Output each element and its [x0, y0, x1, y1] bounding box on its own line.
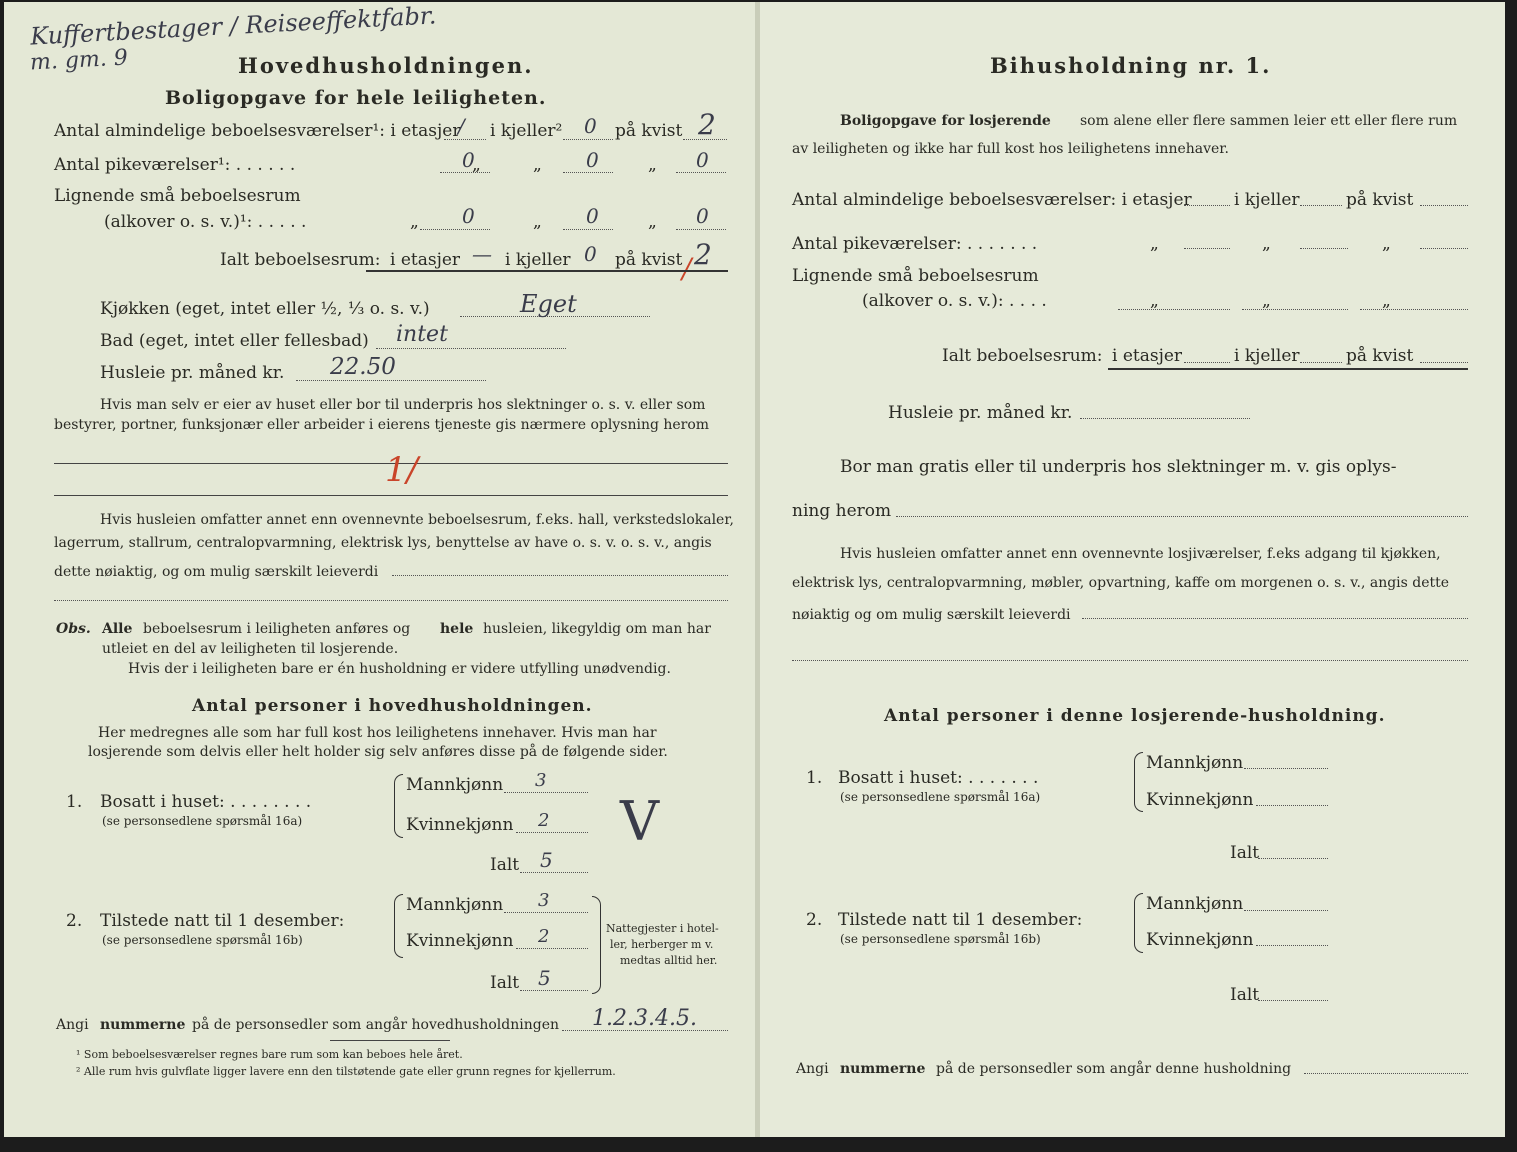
right-row1-kvist-line: [1420, 205, 1468, 206]
obs-line2: utleiet en del av leiligheten til losjerende.: [102, 641, 399, 657]
right-q2-brace: [1134, 893, 1143, 953]
ditto-mark: „: [1382, 234, 1391, 254]
q2-right-brace: [592, 896, 601, 994]
left-row1-kvist-value[interactable]: 2: [698, 108, 716, 141]
right-intro-1: som alene eller flere sammen leier ett eller flere rum: [1080, 113, 1458, 129]
q2-brace: [394, 894, 403, 958]
right-row2-label: Antal pikeværelser: . . . . . . .: [792, 234, 1038, 254]
left-row3-line-1: [420, 229, 490, 230]
left-angi-label-3: på de personsedler som angår hovedhusholdningen: [192, 1017, 559, 1033]
owner-text-line2: bestyrer, portner, funksjonær eller arbeider i eierens tjeneste gis nærmere oplysning herom: [54, 417, 710, 433]
right-row1-kjeller-label: i kjeller: [1234, 190, 1300, 210]
right-free-info-line: [896, 516, 1468, 517]
right-rent-line: [1080, 418, 1250, 419]
q1-total-line: [520, 872, 588, 873]
left-row1-kvist-label: på kvist: [615, 121, 683, 141]
check-mark: V: [620, 790, 659, 853]
q2-total-label: Ialt: [490, 973, 520, 993]
rent-includes-line1: Hvis husleien omfatter annet enn ovennevnte beboelsesrum, f.eks. hall, verkstedslokaler,: [100, 512, 734, 528]
right-q2-number: 2.: [806, 910, 823, 930]
right-ialt-label: Ialt beboelsesrum:: [942, 346, 1103, 366]
handwritten-header-line1: Kuffertbestager / Reiseeffektfabr.: [29, 1, 437, 51]
ditto-mark: „: [1150, 234, 1159, 254]
q1-sub: (se personsedlene spørsmål 16a): [102, 814, 303, 828]
right-row1-kvist-label: på kvist: [1346, 190, 1414, 210]
q2-label: Tilstede natt til 1 desember:: [100, 911, 345, 931]
right-angi-line: [1304, 1073, 1468, 1074]
left-row3-label-1: Lignende små beboelsesrum: [54, 186, 301, 206]
right-q1-total-label: Ialt: [1230, 843, 1260, 863]
q1-male-line: [504, 792, 588, 793]
right-q1-male-label: Mannkjønn: [1146, 753, 1244, 773]
left-angi-label-2: nummerne: [100, 1017, 186, 1033]
right-rent-label: Husleie pr. måned kr.: [888, 403, 1073, 423]
left-row1-etasjer-value[interactable]: /: [458, 114, 465, 138]
left-subtitle: Boligopgave for hele leiligheten.: [165, 87, 547, 109]
persons-text-2: losjerende som delvis eller helt holder sig selv anføres disse på de følgende sider.: [88, 744, 668, 760]
ditto-mark: „: [410, 212, 419, 232]
ditto-mark: „: [648, 155, 657, 175]
left-ialt-kvist-value[interactable]: 2: [694, 238, 712, 271]
ditto-mark: „: [1262, 234, 1271, 254]
left-row1-kjeller-label: i kjeller²: [490, 121, 563, 141]
q1-total-label: Ialt: [490, 855, 520, 875]
ditto-mark: „: [1262, 291, 1271, 311]
q2-male-line: [504, 912, 588, 913]
right-q2-male-line: [1244, 910, 1328, 911]
footnote-2: ² Alle rum hvis gulvflate ligger lavere enn den tilstøtende gate eller grunn regnes for kjellerrum.: [76, 1065, 616, 1078]
right-ialt-kvist-line: [1420, 362, 1468, 363]
left-ialt-etasjer-value[interactable]: —: [472, 242, 492, 266]
obs-text-2: husleien, likegyldig om man har: [483, 621, 711, 637]
left-row2-label: Antal pikeværelser¹: . . . . . .: [54, 155, 296, 175]
q1-total-value[interactable]: 5: [540, 848, 553, 872]
left-row1-kjeller-value[interactable]: 0: [584, 114, 597, 138]
q2-female-label: Kvinnekjønn: [406, 931, 514, 951]
left-angi-label-1: Angi: [56, 1017, 89, 1033]
right-row3-label-1: Lignende små beboelsesrum: [792, 266, 1039, 286]
right-q1-sub: (se personsedlene spørsmål 16a): [840, 790, 1041, 804]
red-check-mark: /: [682, 252, 692, 285]
ditto-mark: „: [1382, 291, 1391, 311]
right-row1-etasjer-line: [1184, 205, 1230, 206]
right-angi-label-1: Angi: [796, 1061, 829, 1077]
left-row1-etasjer-line: [444, 139, 486, 140]
kitchen-label: Kjøkken (eget, intet eller ½, ⅓ o. s. v.): [100, 299, 430, 319]
rent-includes-line-2: [54, 600, 728, 601]
right-free-text-1: Bor man gratis eller til underpris hos slektninger m. v. gis oplys-: [840, 457, 1397, 477]
sub-household-title: Bihusholdning nr. 1.: [990, 53, 1272, 78]
q2-female-line: [516, 948, 588, 949]
ditto-mark: „: [533, 155, 542, 175]
right-includes-line3: nøiaktig og om mulig særskilt leieverdi: [792, 607, 1071, 623]
q2-total-value[interactable]: 5: [538, 966, 551, 990]
q1-female-line: [516, 832, 588, 833]
ditto-mark: „: [648, 212, 657, 232]
obs-text-1: beboelsesrum i leiligheten anføres og: [143, 621, 411, 637]
obs-label: Obs.: [56, 621, 91, 637]
q1-label: Bosatt i huset: . . . . . . . .: [100, 792, 312, 812]
left-row3-value-1[interactable]: 0: [462, 204, 475, 228]
main-household-title: Hovedhusholdningen.: [238, 53, 534, 78]
q1-male-label: Mannkjønn: [406, 775, 504, 795]
left-row3-line-2: [563, 229, 613, 230]
right-ialt-kjeller-label: i kjeller: [1234, 346, 1300, 366]
q2-sub: (se personsedlene spørsmål 16b): [102, 933, 303, 947]
left-row1-kjeller-line: [563, 139, 613, 140]
right-q1-male-line: [1244, 768, 1328, 769]
left-ialt-label: Ialt beboelsesrum:: [220, 250, 381, 270]
right-persons-title: Antal personer i denne losjerende-husholdning.: [884, 706, 1386, 726]
night-guests-note-3: medtas alltid her.: [620, 954, 718, 967]
rent-line: [296, 380, 486, 381]
right-row1-kjeller-line: [1300, 205, 1342, 206]
right-ialt-kjeller-line: [1300, 362, 1342, 363]
ditto-mark: „: [533, 212, 542, 232]
right-q2-female-line: [1256, 945, 1328, 946]
q2-number: 2.: [66, 911, 83, 931]
obs-alle: Alle: [102, 621, 133, 637]
right-ialt-etasjer-line: [1184, 362, 1230, 363]
right-q1-female-line: [1256, 805, 1328, 806]
right-free-text-2: ning herom: [792, 501, 892, 521]
q1-number: 1.: [66, 792, 83, 812]
right-q1-total-line: [1258, 858, 1328, 859]
q2-male-value[interactable]: 3: [538, 890, 550, 911]
bath-line: [376, 348, 566, 349]
persons-title: Antal personer i hovedhusholdningen.: [192, 696, 593, 716]
right-row2-line-1: [1184, 248, 1230, 249]
night-guests-note-1: Nattegjester i hotel-: [606, 922, 719, 935]
rent-includes-value-line: [392, 575, 728, 576]
left-ialt-kvist-label: på kvist: [615, 250, 683, 270]
right-row3-line-2: [1242, 309, 1348, 310]
left-row3-label-2: (alkover o. s. v.)¹: . . . . .: [104, 212, 307, 232]
red-mark-2: 1/: [385, 450, 419, 490]
obs-line3: Hvis der i leiligheten bare er én husholdning er videre utfylling unødvendig.: [128, 661, 671, 677]
kitchen-value[interactable]: Eget: [520, 290, 577, 318]
q1-female-value[interactable]: 2: [538, 810, 550, 831]
q1-brace: [394, 774, 403, 838]
q1-male-value[interactable]: 3: [535, 770, 547, 791]
owner-text-line1: Hvis man selv er eier av huset eller bor til underpris hos slektninger o. s. v. eller som: [100, 397, 706, 413]
right-q2-total-line: [1258, 1000, 1328, 1001]
footnote-divider: [330, 1040, 450, 1041]
bath-label: Bad (eget, intet eller fellesbad): [100, 331, 369, 351]
q2-total-line: [520, 990, 588, 991]
right-row2-line-2: [1300, 248, 1348, 249]
q2-female-value[interactable]: 2: [538, 926, 550, 947]
left-row2-line-1: [440, 172, 490, 173]
owner-info-line-2: [54, 495, 728, 496]
left-row3-line-3: [676, 229, 726, 230]
right-row2-line-3: [1420, 248, 1468, 249]
right-includes-line2: elektrisk lys, centralopvarmning, møbler, opvartning, kaffe om morgenen o. s. v., angis dette: [792, 575, 1450, 591]
rent-label: Husleie pr. måned kr.: [100, 363, 285, 383]
right-row3-label-2: (alkover o. s. v.): . . . .: [862, 291, 1047, 311]
left-angi-value[interactable]: 1.2.3.4.5.: [592, 1006, 697, 1031]
right-q1-label: Bosatt i huset: . . . . . . .: [838, 768, 1039, 788]
right-q1-number: 1.: [806, 768, 823, 788]
right-includes-line-2: [792, 660, 1468, 661]
left-row2-value-3[interactable]: 0: [696, 148, 709, 172]
rent-value[interactable]: 22.50: [330, 354, 396, 380]
q2-male-label: Mannkjønn: [406, 895, 504, 915]
right-intro-bold: Boligopgave for losjerende: [840, 113, 1051, 129]
right-q1-brace: [1134, 752, 1143, 812]
night-guests-note-2: ler, herberger m v.: [610, 938, 714, 951]
right-q1-female-label: Kvinnekjønn: [1146, 790, 1254, 810]
right-row3-line-1: [1118, 309, 1230, 310]
right-q2-sub: (se personsedlene spørsmål 16b): [840, 932, 1041, 946]
left-ialt-underline: [366, 270, 728, 272]
obs-hele: hele: [440, 621, 474, 637]
bath-value[interactable]: intet: [396, 322, 448, 347]
right-q2-label: Tilstede natt til 1 desember:: [838, 910, 1083, 930]
right-page: [760, 2, 1505, 1137]
rent-includes-line2: lagerrum, stallrum, centralopvarmning, elektrisk lys, benyttelse av have o. s. v. o. s. v., angis: [54, 535, 712, 551]
right-row1-label: Antal almindelige beboelsesværelser: i etasjer: [792, 190, 1192, 210]
right-includes-line1: Hvis husleien omfatter annet enn ovennevnte losjiværelser, f.eks adgang til kjøkken,: [840, 546, 1441, 562]
left-row3-value-3[interactable]: 0: [696, 204, 709, 228]
right-q2-total-label: Ialt: [1230, 985, 1260, 1005]
ditto-mark: „: [472, 155, 481, 175]
right-ialt-underline: [1108, 368, 1468, 370]
left-row2-line-3: [676, 172, 726, 173]
rent-includes-line3: dette nøiaktig, og om mulig særskilt leieverdi: [54, 564, 379, 580]
ditto-mark: „: [1150, 291, 1159, 311]
right-includes-value-line: [1082, 618, 1468, 619]
left-row2-line-2: [563, 172, 613, 173]
right-ialt-etasjer-label: i etasjer: [1112, 346, 1183, 366]
handwritten-header-line2: m. gm. 9: [29, 45, 129, 76]
right-q2-male-label: Mannkjønn: [1146, 894, 1244, 914]
right-intro-2: av leiligheten og ikke har full kost hos leilighetens innehaver.: [792, 141, 1229, 157]
left-row1-label: Antal almindelige beboelsesværelser¹: i etasjer: [54, 121, 461, 141]
left-row3-value-2[interactable]: 0: [586, 204, 599, 228]
persons-text-1: Her medregnes alle som har full kost hos leilighetens innehaver. Hvis man har: [98, 725, 657, 741]
footnote-1: ¹ Som beboelsesværelser regnes bare rum som kan beboes hele året.: [76, 1048, 463, 1061]
left-ialt-etasjer-label: i etasjer: [390, 250, 461, 270]
right-q2-female-label: Kvinnekjønn: [1146, 930, 1254, 950]
left-row2-value-1[interactable]: 0: [462, 148, 475, 172]
q1-female-label: Kvinnekjønn: [406, 815, 514, 835]
right-angi-label-2: nummerne: [840, 1061, 926, 1077]
right-angi-label-3: på de personsedler som angår denne husholdning: [936, 1061, 1292, 1077]
right-row3-line-3: [1360, 309, 1468, 310]
left-ialt-kjeller-label: i kjeller: [505, 250, 571, 270]
left-ialt-kjeller-value[interactable]: 0: [584, 242, 597, 266]
right-ialt-kvist-label: på kvist: [1346, 346, 1414, 366]
left-row2-value-2[interactable]: 0: [586, 148, 599, 172]
